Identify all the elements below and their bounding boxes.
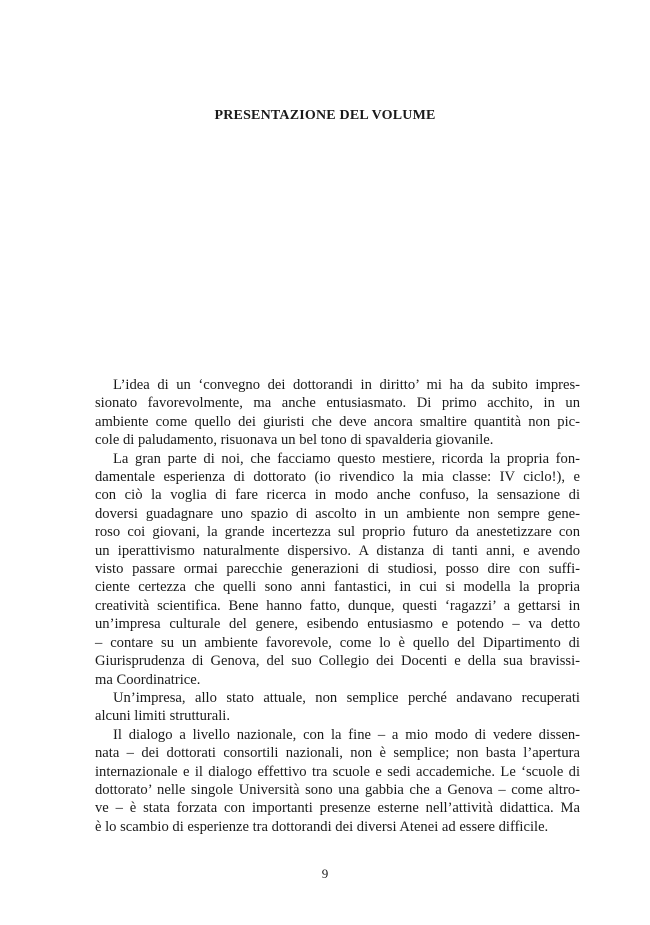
text-line: Giurisprudenza di Genova, del suo Collegio dei Docenti e della sua bravissi- (95, 653, 580, 670)
text-line: La gran parte di noi, che facciamo questo mestiere, ricorda la propria fon- (113, 450, 580, 467)
body-text (95, 376, 580, 836)
text-line: un iperattivismo naturalmente dispersivo. A distanza di tanti anni, e avendo (95, 542, 580, 559)
paragraph (95, 376, 580, 450)
text-line: ve – è stata forzata con importanti presenze esterne nell’attività didattica. Ma (95, 800, 580, 817)
text-line: roso coi giovani, la grande incertezza sul proprio futuro da anestetizzare con (95, 524, 580, 541)
text-line: doversi guadagnare uno spazio di ascolto in un ambiente non sempre gene- (95, 505, 580, 522)
text-line: – contare su un ambiente favorevole, come lo è quello del Dipartimento di (95, 634, 580, 651)
page-number: 9 (321, 866, 329, 881)
text-line: cole di paludamento, risuonava un bel tono di spavalderia giovanile. (95, 432, 494, 449)
text-line: creatività scientifica. Bene hanno fatto, dunque, questi ‘ragazzi’ a gettarsi in (95, 597, 580, 614)
text-line: ambiente come quello dei giuristi che deve ancora smaltire quantità non pic- (95, 413, 580, 430)
paragraph (95, 689, 580, 726)
text-line: internazionale e il dialogo effettivo tra scuole e sedi accademiche. Le ‘scuole di (95, 763, 580, 780)
text-line: visto passare ormai parecchie generazioni di studiosi, posso dire con suffi- (95, 561, 580, 578)
text-line: damentale esperienza di dottorato (io rivendico la mia classe: IV ciclo!), e (95, 469, 580, 486)
text-line: con ciò la voglia di fare ricerca in modo anche confuso, la sensazione di (95, 487, 580, 504)
text-line: ma Coordinatrice. (95, 671, 201, 688)
paragraph (95, 450, 580, 689)
text-line: è lo scambio di esperienze tra dottorandi dei diversi Atenei ad essere difficile. (95, 818, 549, 835)
text-line: ciente certezza che quelli sono anni fantastici, in cui si modella la propria (95, 579, 580, 596)
text-line: alcuni limiti strutturali. (95, 708, 230, 725)
text-line: Un’impresa, allo stato attuale, non semplice perché andavano recuperati (113, 689, 580, 706)
text-line: dottorato’ nelle singole Università sono una gabbia che a Genova – come altro- (95, 781, 580, 798)
text-line: nata – dei dottorati consortili nazionali, non è semplice; non basta l’apertura (95, 745, 580, 762)
text-line: un’impresa culturale del genere, esibendo entusiasmo e potendo – va detto (95, 616, 580, 633)
text-line: L’idea di un ‘convegno dei dottorandi in diritto’ mi ha da subito impres- (113, 377, 580, 393)
text-line: Il dialogo a livello nazionale, con la fine – a mio modo di vedere dissen- (113, 726, 580, 743)
paragraph (95, 726, 580, 836)
page-title: PRESENTAZIONE DEL VOLUME (214, 108, 436, 123)
text-line: sionato favorevolmente, ma anche entusiasmato. Di primo acchito, in un (95, 395, 580, 412)
